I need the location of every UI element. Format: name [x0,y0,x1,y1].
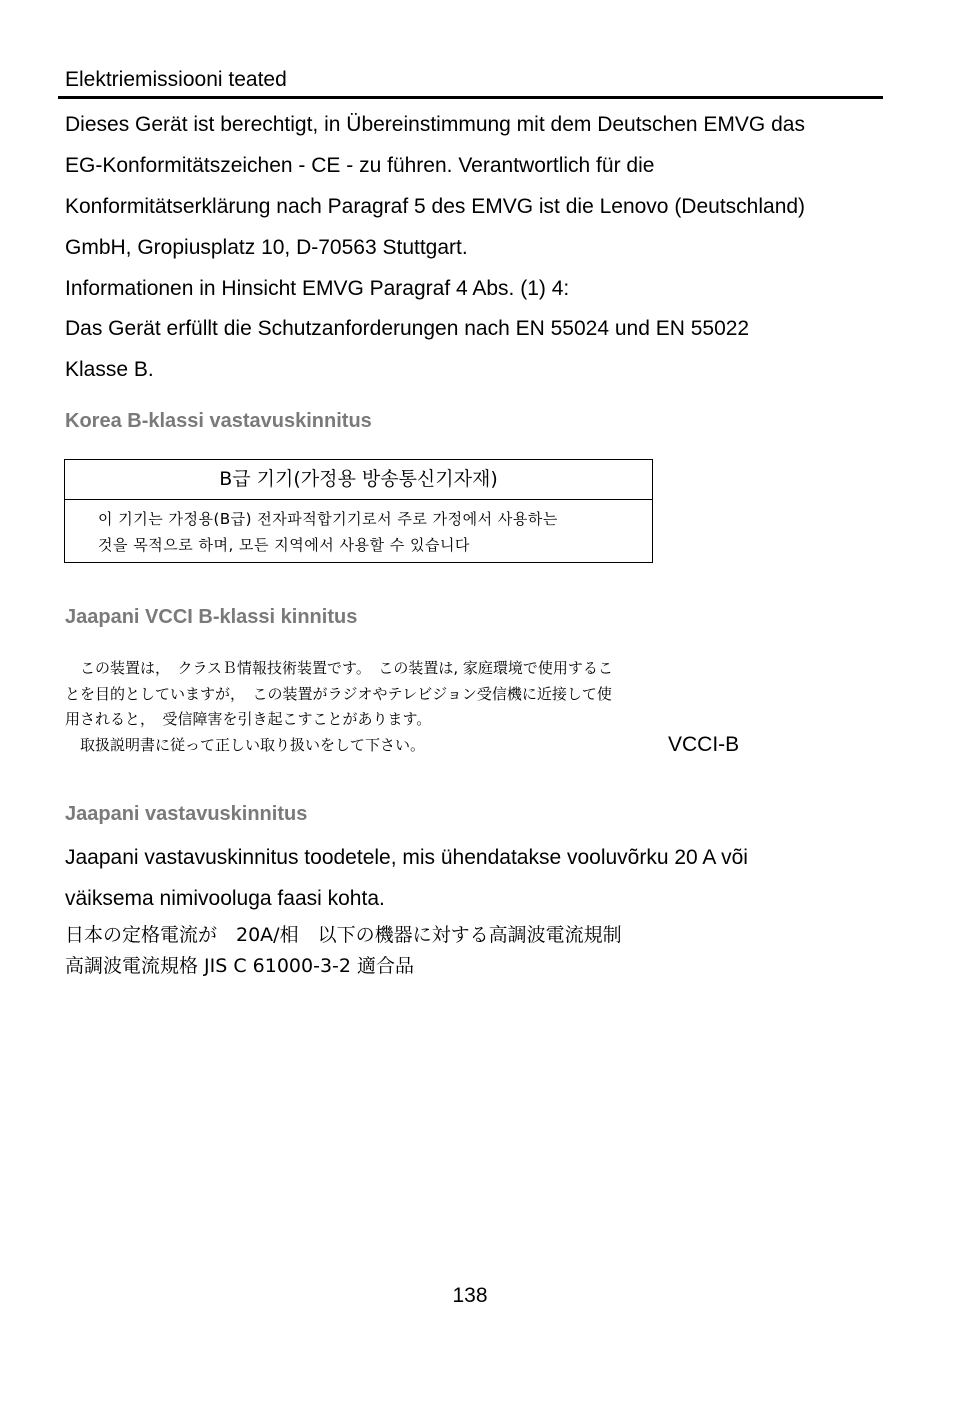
german-notice-line-1: Dieses Gerät ist berechtigt, in Übereinstimmung mit dem Deutschen EMVG das [65,113,805,136]
korea-heading: Korea B-klassi vastavuskinnitus [65,410,372,432]
vcci-statement [65,656,755,758]
vcci-line-1: この装置は， クラスＢ情報技術装置です。 この装置は, 家庭環境で使用するこ [65,659,613,677]
page-number: 138 [452,1284,488,1307]
korea-box-line-1: 이 기기는 가정용(B급) 전자파적합기기로서 주로 가정에서 사용하는 [98,510,558,528]
japan-jp-line-2: 高調波電流規格 JIS C 61000-3-2 適合品 [65,955,415,977]
german-notice-line-5: Informationen in Hinsicht EMVG Paragraf 4 Abs. (1) 4: [65,277,570,300]
vcci-line-2: とを目的としていますが， この装置がラジオやテレビジョン受信機に近接して使 [65,684,612,703]
vcci-line-4: 取扱説明書に従って正しい取り扱いをして下さい。 [65,735,426,754]
header-rule [58,96,883,99]
german-notice-line-2: EG-Konformitätszeichen - CE - zu führen. Verantwortlich für die [65,154,655,177]
vcci-mark: VCCI-B [668,733,740,756]
running-header: Elektriemissiooni teated [65,68,287,91]
german-notice-line-7: Klasse B. [65,358,154,381]
korea-box-line-2: 것을 목적으로 하며, 모든 지역에서 사용할 수 있습니다 [98,536,470,554]
german-notice-line-6: Das Gerät erfüllt die Schutzanforderungen nach EN 55024 und EN 55022 [65,317,750,340]
vcci-heading: Jaapani VCCI B-klassi kinnitus [65,606,358,628]
german-notice-line-3: Konformitätserklärung nach Paragraf 5 des EMVG ist die Lenovo (Deutschland) [65,195,806,218]
japan-compliance-line-1: Jaapani vastavuskinnitus toodetele, mis ühendatakse vooluvõrku 20 A või [65,846,748,869]
vcci-line-3: 用されると， 受信障害を引き起こすことがあります。 [65,710,432,728]
korea-box-body [65,500,652,558]
japan-compliance-line-2: väiksema nimivooluga faasi kohta. [65,887,385,910]
japan-jp-line-1: 日本の定格電流が 20A/相 以下の機器に対する高調波電流規制 [65,924,622,946]
korea-box-title: B급 기기(가정용 방송통신기자재) [65,460,652,500]
japan-compliance-heading: Jaapani vastavuskinnitus [65,803,308,825]
korea-notice-box [64,459,653,563]
german-notice-line-4: GmbH, Gropiusplatz 10, D-70563 Stuttgart. [65,236,468,259]
